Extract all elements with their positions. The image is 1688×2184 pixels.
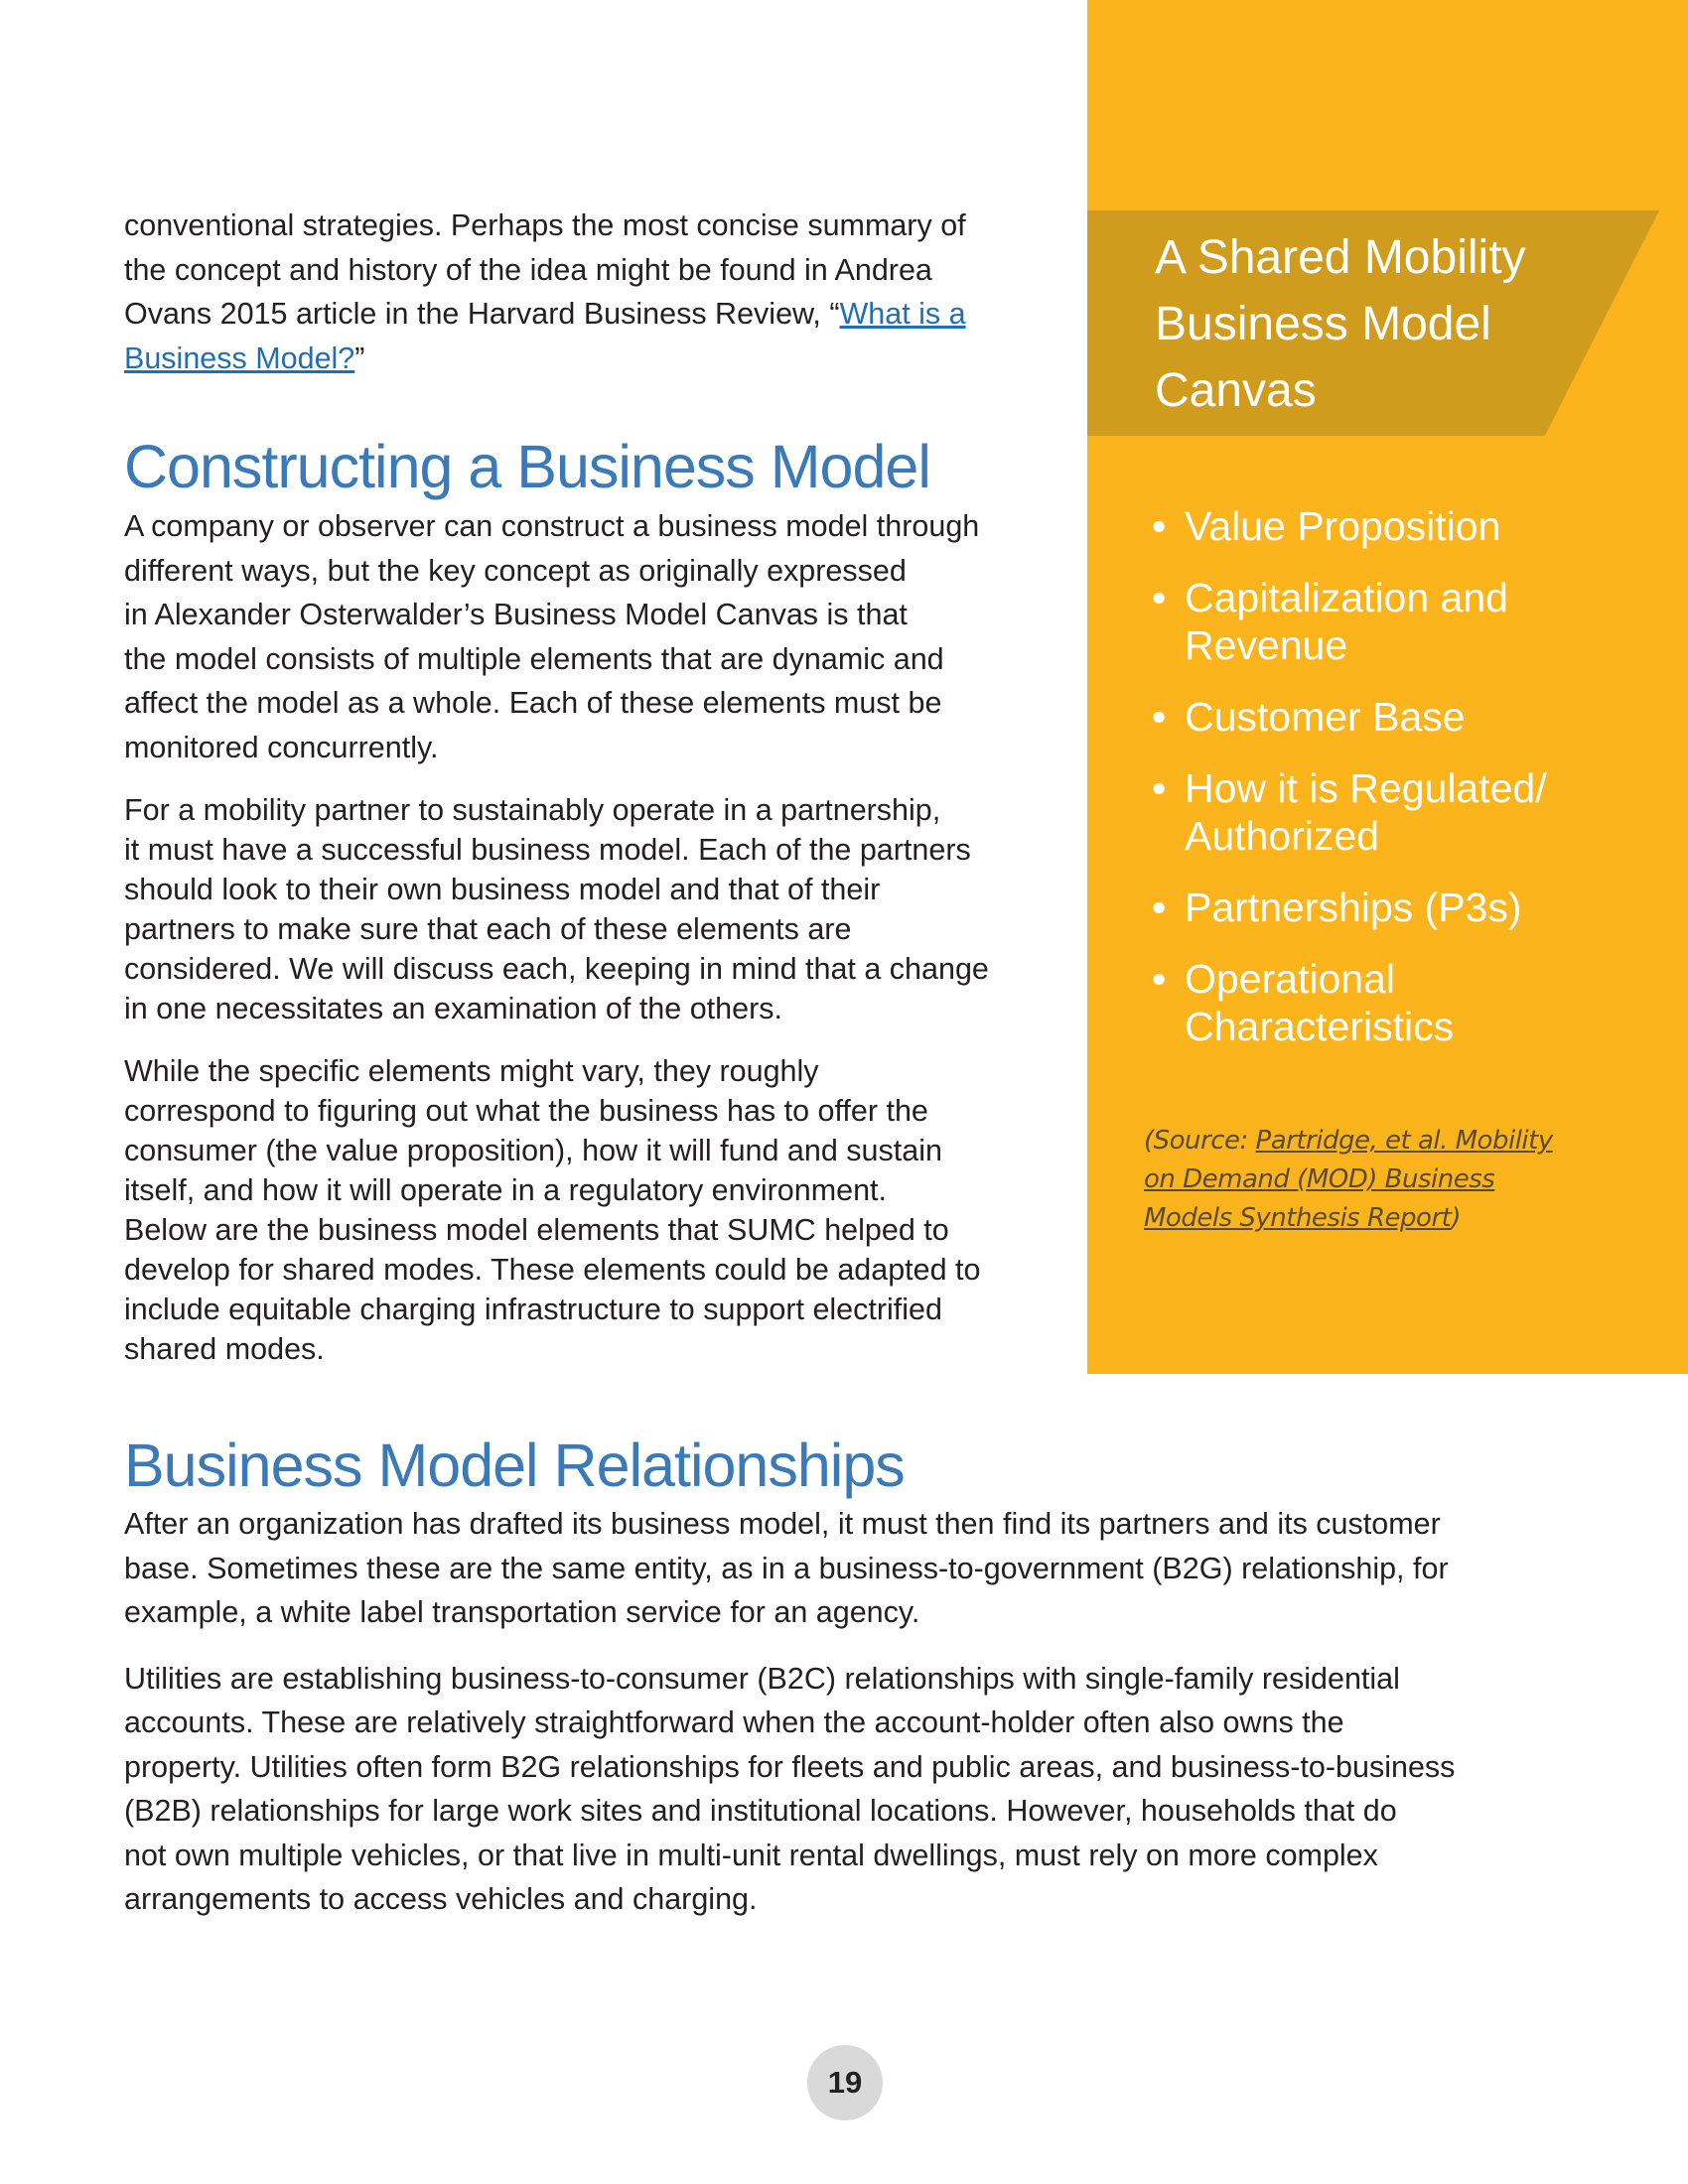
list-item-text: Operational <box>1185 956 1395 1002</box>
text-line: arrangements to access vehicles and charging. <box>124 1882 758 1916</box>
bullet-icon: • <box>1152 694 1167 740</box>
bullet-icon: • <box>1152 575 1167 620</box>
text-line: should look to their own business model and that of their <box>124 873 881 906</box>
text-line: conventional strategies. Perhaps the most concise summary of <box>124 208 966 242</box>
text-line: affect the model as a whole. Each of these elements must be <box>124 686 942 720</box>
text-line: different ways, but the key concept as originally expressed <box>124 553 907 588</box>
text-line: For a mobility partner to sustainably operate in a partnership, <box>124 793 941 827</box>
text-line: Utilities are establishing business-to-consumer (B2C) relationships with single-family residential <box>124 1661 1400 1696</box>
bullet-icon: • <box>1152 765 1167 811</box>
text-line: partners to make sure that each of these elements are <box>124 912 852 946</box>
sidebar-title-line: Canvas <box>1155 364 1317 417</box>
list-item <box>1152 574 1668 669</box>
relationships-paragraph-1 <box>124 1502 1574 1635</box>
list-item-text: How it is Regulated/ <box>1185 765 1547 811</box>
text-line: Ovans 2015 article in the Harvard Business Review, “ <box>124 297 840 331</box>
text-line: itself, and how it will operate in a regulatory environment. <box>124 1173 887 1207</box>
text-line: Below are the business model elements that SUMC helped to <box>124 1213 949 1247</box>
bullet-icon: • <box>1152 503 1167 549</box>
text-line: A company or observer can construct a business model through <box>124 509 980 543</box>
relationships-paragraph-2 <box>124 1657 1574 1922</box>
list-item <box>1152 884 1668 931</box>
text-line: considered. We will discuss each, keeping in mind that a change <box>124 952 989 986</box>
source-suffix: ) <box>1451 1203 1462 1233</box>
constructing-paragraph-1 <box>124 504 1048 769</box>
text-line: shared modes. <box>124 1332 325 1366</box>
text-line: the model consists of multiple elements that are dynamic and <box>124 641 944 676</box>
list-item-text: Characteristics <box>1185 1004 1455 1049</box>
text-line: example, a white label transportation service for an agency. <box>124 1595 920 1629</box>
text-line: it must have a successful business model. Each of the partners <box>124 833 971 867</box>
page-number: 19 <box>807 2045 883 2120</box>
section-heading-relationships: Business Model Relationships <box>124 1432 905 1499</box>
list-item <box>1152 693 1668 741</box>
source-link-line: Partridge, et al. Mobility <box>1255 1126 1553 1156</box>
text-line: in one necessitates an examination of the others. <box>124 992 782 1025</box>
bullet-icon: • <box>1152 885 1167 930</box>
sidebar-list <box>1152 502 1668 1074</box>
quote-mark: ” <box>354 341 365 375</box>
source-link-line: on Demand (MOD) Business <box>1144 1164 1495 1194</box>
link-line: Business Model? <box>124 341 355 375</box>
list-item-text: Authorized <box>1185 813 1380 859</box>
text-line: develop for shared modes. These elements could be adapted to <box>124 1253 981 1287</box>
sidebar-title-line: Business Model <box>1155 298 1491 350</box>
list-item <box>1152 502 1668 550</box>
text-line: While the specific elements might vary, they roughly <box>124 1054 819 1088</box>
text-line: After an organization has drafted its business model, it must then find its partners and its customer <box>124 1507 1441 1541</box>
list-item-text: Revenue <box>1185 622 1348 668</box>
text-line: (B2B) relationships for large work sites and institutional locations. However, households that do <box>124 1794 1397 1828</box>
sidebar-title <box>1155 224 1592 424</box>
text-line: consumer (the value proposition), how it will fund and sustain <box>124 1134 942 1167</box>
source-link-line: Models Synthesis Report <box>1144 1203 1452 1233</box>
source-citation <box>1144 1122 1581 1238</box>
main-column <box>124 204 1048 1369</box>
list-item-text: Capitalization and <box>1185 575 1508 620</box>
list-item <box>1152 764 1668 860</box>
constructing-paragraph-2 <box>124 790 1048 1028</box>
list-item <box>1152 955 1668 1050</box>
text-line: include equitable charging infrastructure to support electrified <box>124 1293 942 1326</box>
section-heading-constructing: Constructing a Business Model <box>124 433 930 500</box>
constructing-paragraph-3 <box>124 1051 1048 1369</box>
text-line: not own multiple vehicles, or that live in multi-unit rental dwellings, must rely on more complex <box>124 1838 1378 1872</box>
intro-paragraph <box>124 204 1048 380</box>
list-item-text: Customer Base <box>1185 694 1466 740</box>
relationships-section <box>124 1430 1574 1922</box>
text-line: in Alexander Osterwalder’s Business Model Canvas is that <box>124 598 908 631</box>
list-item-text: Value Proposition <box>1185 503 1501 549</box>
text-line: monitored concurrently. <box>124 730 439 764</box>
text-line: correspond to figuring out what the business has to offer the <box>124 1094 928 1128</box>
bullet-icon: • <box>1152 956 1167 1002</box>
source-prefix: (Source: <box>1144 1126 1256 1156</box>
sidebar-title-line: A Shared Mobility <box>1155 231 1526 284</box>
text-line: property. Utilities often form B2G relationships for fleets and public areas, and business-to-business <box>124 1749 1456 1784</box>
link-line: What is a <box>839 297 966 331</box>
list-item-text: Partnerships (P3s) <box>1185 885 1522 930</box>
text-line: base. Sometimes these are the same entity, as in a business-to-government (B2G) relationship, for <box>124 1551 1449 1585</box>
text-line: accounts. These are relatively straightforward when the account-holder often also owns the <box>124 1706 1344 1739</box>
text-line: the concept and history of the idea might be found in Andrea <box>124 252 932 287</box>
